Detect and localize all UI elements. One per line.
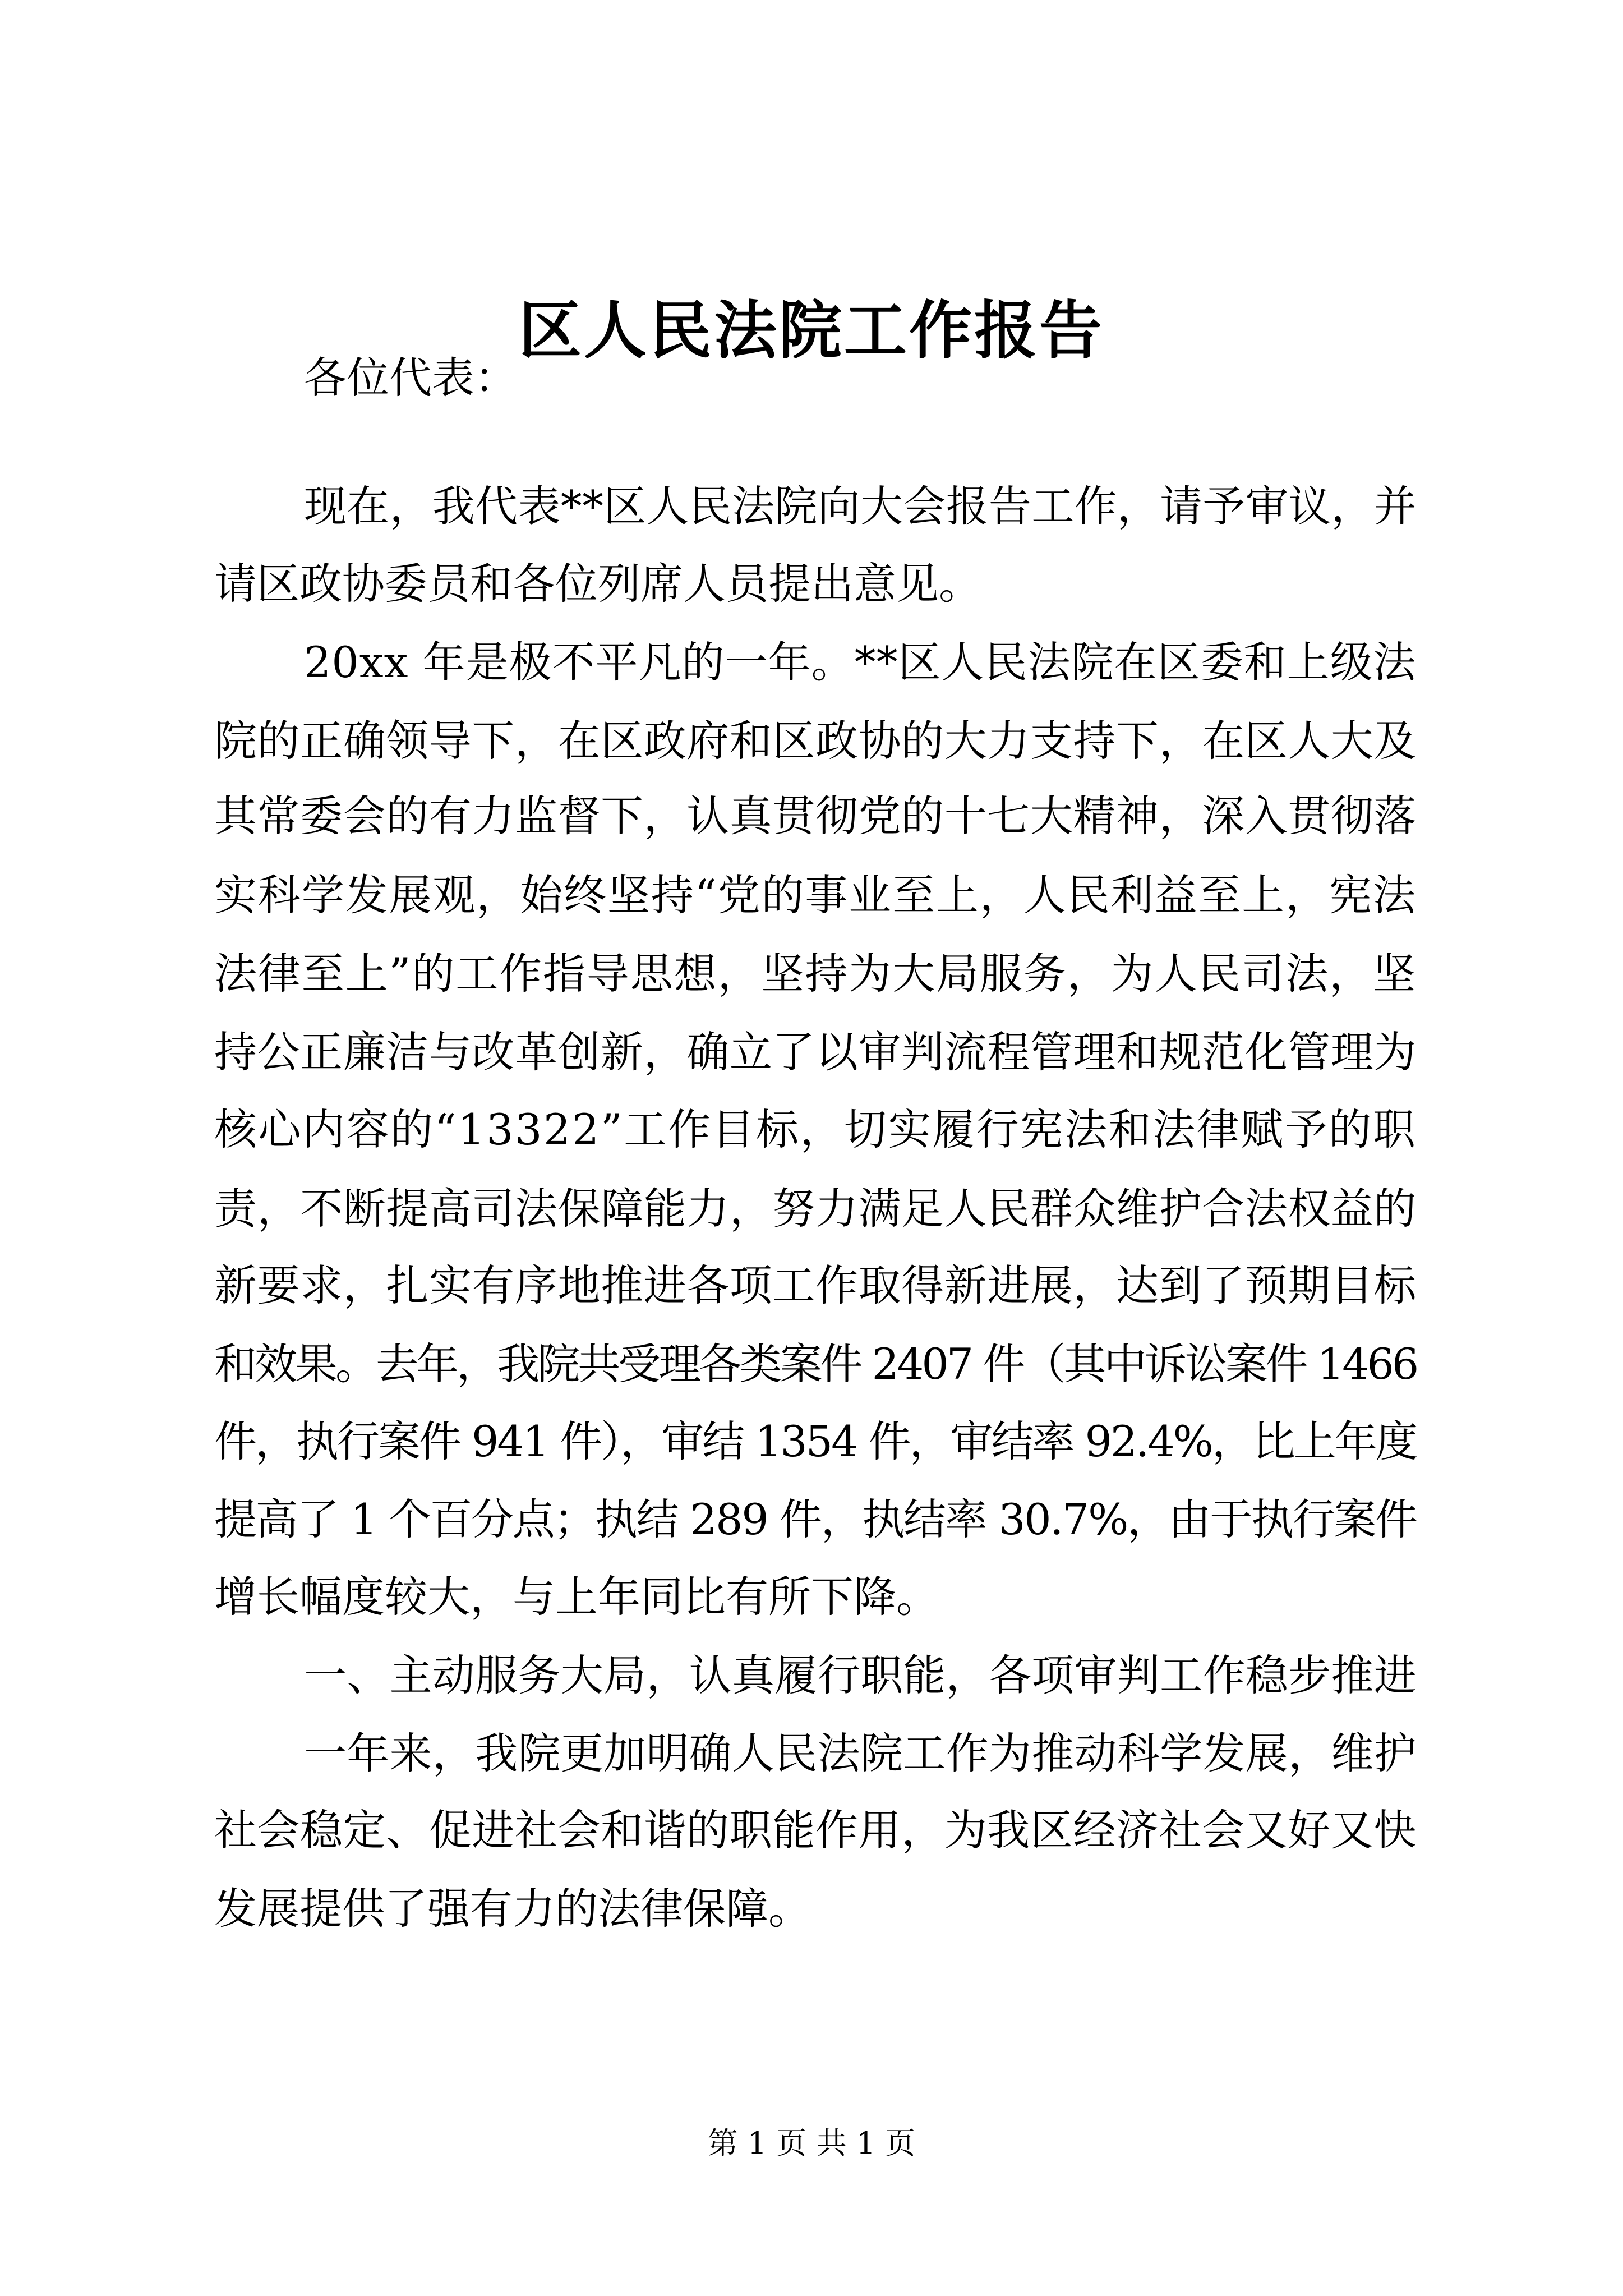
paragraph-line: 法律至上”的工作指导思想，坚持为大局服务，为人民司法，坚 — [214, 949, 1417, 999]
paragraph-line: 持公正廉洁与改革创新，确立了以审判流程管理和规范化管理为 — [214, 1027, 1417, 1077]
paragraph-line: 其常委会的有力监督下，认真贯彻党的十七大精神，深入贯彻落 — [214, 791, 1417, 841]
paragraph-line: 核心内容的“13322”工作目标，切实履行宪法和法律赋予的职 — [214, 1105, 1417, 1154]
section-heading: 一、主动服务大局，认真履行职能，各项审判工作稳步推进 — [304, 1650, 1417, 1700]
paragraph-line: 和效果。去年，我院共受理各类案件 2407 件（其中诉讼案件 1466 — [214, 1339, 1417, 1389]
document-title: 区人民法院工作报告 — [519, 294, 1104, 367]
paragraph-line: 增长幅度较大，与上年同比有所下降。 — [214, 1572, 939, 1622]
paragraph-line: 院的正确领导下，在区政府和区政协的大力支持下，在区人大及 — [214, 716, 1417, 766]
paragraph-line: 请区政协委员和各位列席人员提出意见。 — [214, 559, 981, 609]
page-number-footer: 第 1 页 共 1 页 — [707, 2125, 916, 2161]
paragraph-line: 一年来，我院更加明确人民法院工作为推动科学发展，维护 — [304, 1728, 1417, 1778]
paragraph-line: 责，不断提高司法保障能力，努力满足人民群众维护合法权益的 — [214, 1184, 1417, 1234]
paragraph-line: 新要求，扎实有序地推进各项工作取得新进展，达到了预期目标 — [214, 1260, 1417, 1310]
paragraph-line: 现在，我代表**区人民法院向大会报告工作，请予审议，并 — [304, 481, 1417, 531]
paragraph-line: 件，执行案件 941 件），审结 1354 件，审结率 92.4%，比上年度 — [214, 1416, 1417, 1466]
greeting-line: 各位代表： — [304, 353, 517, 403]
paragraph-line: 提高了 1 个百分点；执结 289 件，执结率 30.7%，由于执行案件 — [214, 1494, 1417, 1544]
paragraph-line: 实科学发展观，始终坚持“党的事业至上，人民利益至上，宪法 — [214, 870, 1417, 920]
paragraph-line: 社会稳定、促进社会和谐的职能作用，为我区经济社会又好又快 — [214, 1805, 1417, 1855]
paragraph-line: 发展提供了强有力的法律保障。 — [214, 1884, 811, 1934]
paragraph-line: 20xx 年是极不平凡的一年。**区人民法院在区委和上级法 — [304, 637, 1417, 687]
